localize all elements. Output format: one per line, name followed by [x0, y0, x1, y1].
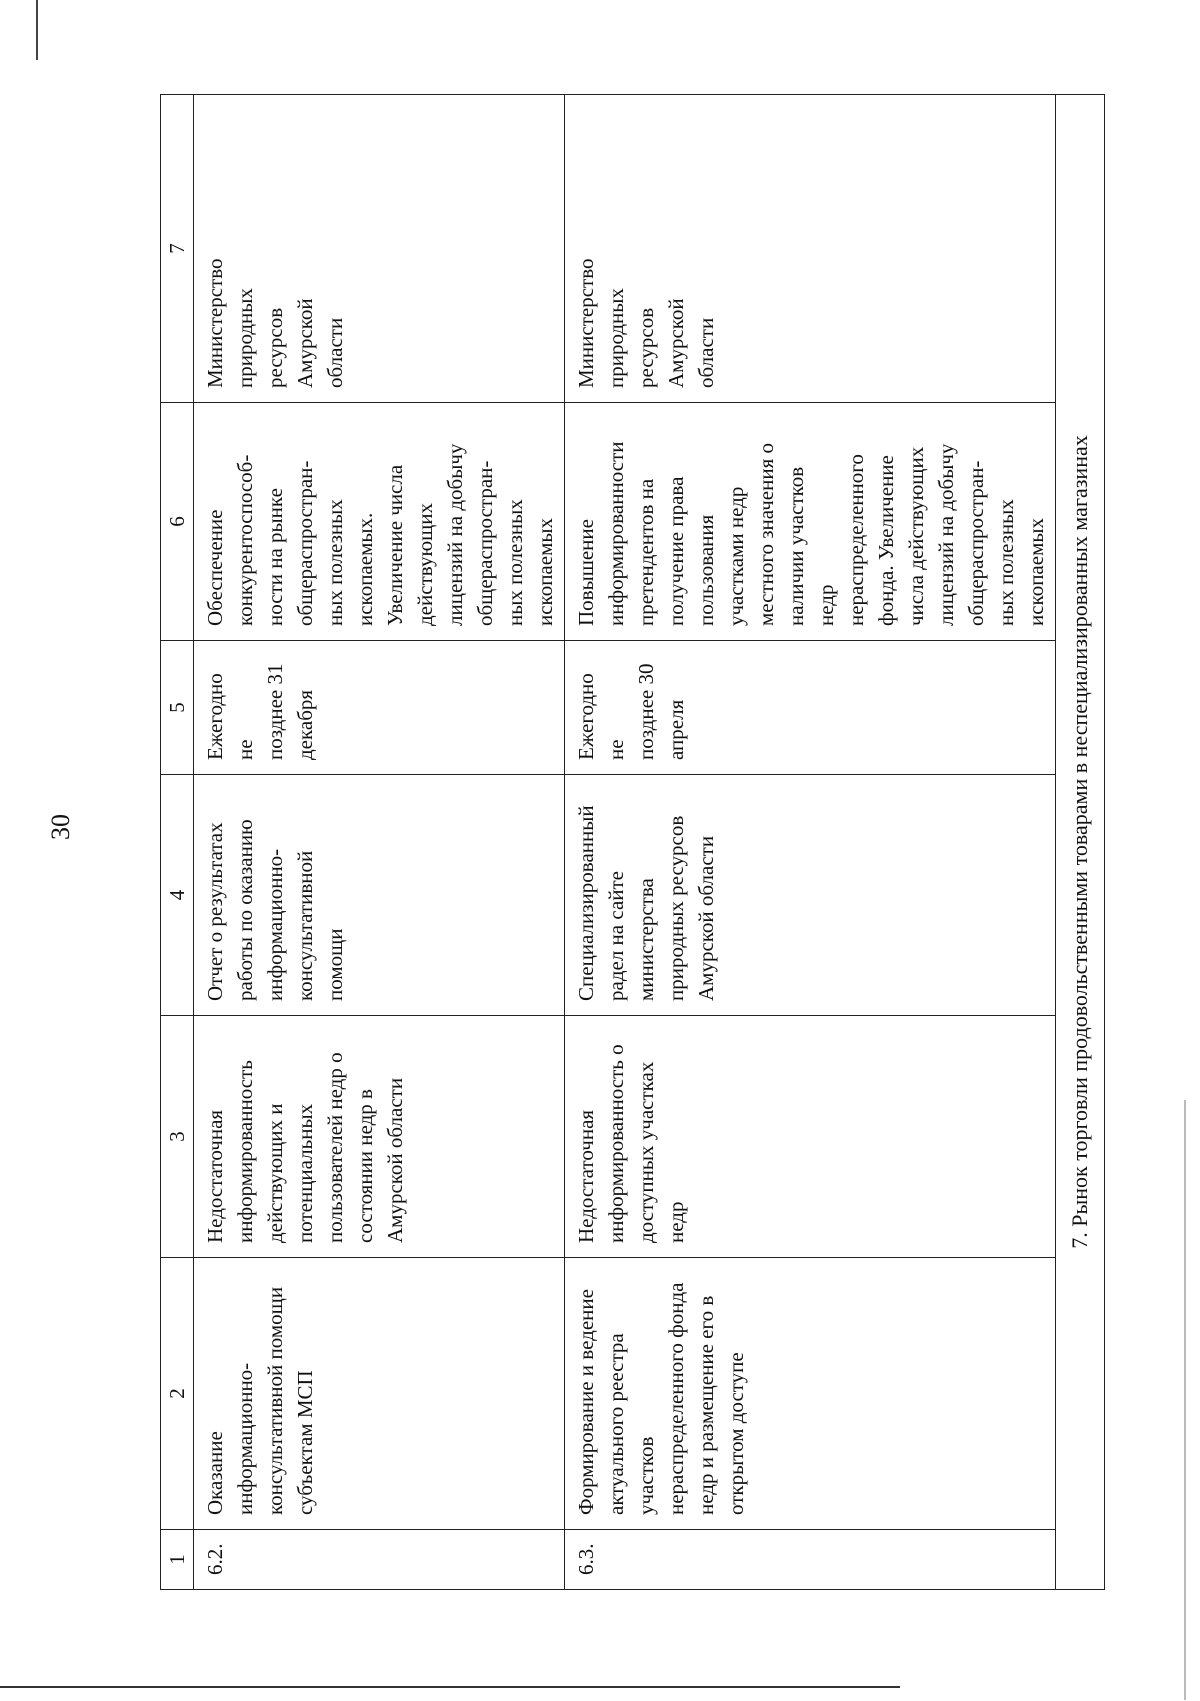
- page-number: 30: [46, 814, 75, 840]
- executor-cell: Министерство природных ресурсов Амурской области: [194, 95, 565, 403]
- table-row: [194, 95, 565, 1590]
- measure-cell: Оказание информационно- консультативной помощи субъектам МСП: [194, 1258, 565, 1530]
- section-heading-row: [1056, 95, 1105, 1590]
- header-col-5: 5: [161, 641, 194, 775]
- executor-cell: Министерство природных ресурсов Амурской области: [565, 95, 1056, 403]
- row-number: 6.2.: [194, 1530, 565, 1590]
- result-doc-cell: Специализированный радел на сайте министерства природных ресурсов Амурской области: [565, 775, 1056, 1016]
- header-col-4: 4: [161, 775, 194, 1016]
- header-col-2: 2: [161, 1258, 194, 1530]
- scan-edge-right: [1184, 1100, 1186, 1700]
- rotated-table-container: [160, 95, 1092, 1590]
- header-col-3: 3: [161, 1016, 194, 1258]
- table-row: [565, 95, 1056, 1590]
- result-doc-cell: Отчет о результатах работы по оказанию информационно- консультативной помощи: [194, 775, 565, 1016]
- deadline-cell: Ежегодно не позднее 31 декабря: [194, 641, 565, 775]
- header-col-7: 7: [161, 95, 194, 403]
- measure-cell: Формирование и ведение актуального реестра участков нераспределенного фонда недр и размещение его в открытом доступе: [565, 1258, 1056, 1530]
- effect-cell: Повышение информированности претендентов на получение права пользования участками недр местного значения о наличии участков недр нераспределенного фонда. Увеличение числа действующих лицензий на добычу общераспростран- ных полезных ископаемых: [565, 403, 1056, 641]
- row-number: 6.3.: [565, 1530, 1056, 1590]
- measures-table: [160, 94, 1105, 1590]
- problem-cell: Недостаточная информированность о доступных участках недр: [565, 1016, 1056, 1258]
- section-title: 7. Рынок торговли продовольственными товарами в неспециализированных магазинах: [1056, 95, 1105, 1590]
- deadline-cell: Ежегодно не позднее 30 апреля: [565, 641, 1056, 775]
- problem-cell: Недостаточная информированность действующих и потенциальных пользователей недр о состоянии недр в Амурской области: [194, 1016, 565, 1258]
- header-col-6: 6: [161, 403, 194, 641]
- scan-edge-bottom: [0, 1686, 900, 1688]
- header-row: [161, 95, 194, 1590]
- effect-cell: Обеспечение конкурентоспособ- ности на рынке общераспростран- ных полезных ископаемых. Увеличение числа действующих лицензий на добычу общераспростран- ных полезных ископаемых: [194, 403, 565, 641]
- header-col-1: 1: [161, 1530, 194, 1590]
- scan-edge-left: [36, 0, 38, 60]
